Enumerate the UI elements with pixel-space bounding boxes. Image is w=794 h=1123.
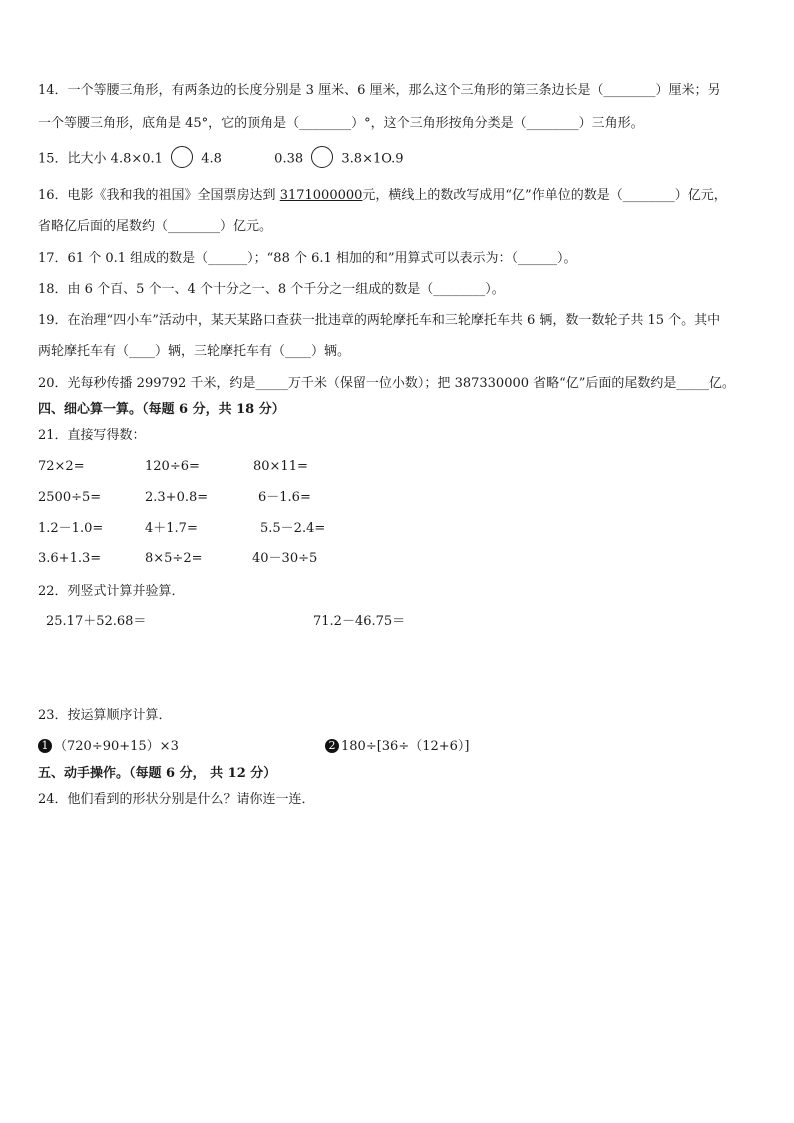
question-18: 18．由 6 个百、5 个一、4 个十分之一、8 个千分之一组成的数是（________）。 xyxy=(38,282,505,297)
question-23-b-text: 180÷[36÷（12+6）] xyxy=(341,739,470,754)
circled-number-2: 2 xyxy=(325,739,339,753)
question-14-line-2: 一个等腰三角形，底角是 45°，它的顶角是（________）°，这个三角形按角分类是（________）三角形。 xyxy=(38,116,644,131)
question-14-line-1: 14．一个等腰三角形，有两条边的长度分别是 3 厘米、6 厘米，那么这个三角形的第三条边长是（________）厘米；另 xyxy=(38,83,721,98)
calc-item: 1.2－1.0= xyxy=(38,521,104,536)
question-19-line-2: 两轮摩托车有（____）辆，三轮摩托车有（____）辆。 xyxy=(38,344,351,359)
question-15-prefix: 15．比大小 4.8×0.1 xyxy=(38,151,163,167)
calc-item: 120÷6= xyxy=(145,459,200,474)
section-4-heading: 四、细心算一算。（每题 6 分，共 18 分） xyxy=(38,402,285,417)
circled-number-1: 1 xyxy=(38,739,52,753)
question-16-line-2: 省略亿后面的尾数约（________）亿元。 xyxy=(38,219,273,234)
question-17: 17．61 个 0.1 组成的数是（______）；“88 个 6.1 相加的和”用算式可以表示为：（______）。 xyxy=(38,251,577,266)
calc-item: 3.6+1.3= xyxy=(38,551,102,566)
question-16-line-1 xyxy=(38,187,727,205)
section-5-heading: 五、动手操作。（每题 6 分， 共 12 分） xyxy=(38,766,277,781)
question-24: 24．他们看到的形状分别是什么？请你连一连． xyxy=(38,792,315,807)
question-22-expression-b: 71.2－46.75＝ xyxy=(313,614,406,629)
question-15 xyxy=(38,150,404,169)
question-23-expression-b xyxy=(325,738,470,756)
question-23-a-text: （720÷90+15）×3 xyxy=(54,739,179,754)
question-16-underlined-number: 3171000000 xyxy=(279,188,363,203)
question-21-title: 21．直接写得数： xyxy=(38,428,146,443)
question-15-b-right: 3.8×1O.9 xyxy=(341,151,404,167)
question-19-line-1: 19．在治理“四小车”活动中，某天某路口查获一批违章的两轮摩托车和三轮摩托车共 6 辆，数一数轮子共 15 个。其中 xyxy=(38,313,721,328)
compare-circle-a[interactable] xyxy=(171,146,193,168)
calc-item: 72×2= xyxy=(38,459,85,474)
calc-item: 5.5－2.4= xyxy=(260,521,326,536)
question-15-b-left: 0.38 xyxy=(274,151,304,167)
question-20: 20．光每秒传播 299792 千米，约是_____万千米（保留一位小数）；把 387330000 省略“亿”后面的尾数约是_____亿。 xyxy=(38,376,735,391)
calc-item: 6－1.6= xyxy=(258,490,311,505)
calc-item: 2500÷5= xyxy=(38,490,102,505)
question-23-expression-a xyxy=(38,738,179,756)
question-15-a-right: 4.8 xyxy=(201,151,222,167)
question-16-part-2: 元，横线上的数改写成用“亿”作单位的数是（________）亿元， xyxy=(362,188,727,203)
calc-item: 80×11= xyxy=(253,459,308,474)
question-22-title: 22．列竖式计算并验算． xyxy=(38,584,185,599)
compare-circle-b[interactable] xyxy=(311,146,333,168)
question-23-title: 23．按运算顺序计算． xyxy=(38,708,172,723)
question-22-expression-a: 25.17＋52.68＝ xyxy=(46,614,147,629)
calc-item: 4＋1.7= xyxy=(145,521,198,536)
calc-item: 2.3+0.8= xyxy=(145,490,209,505)
question-16-part-1: 16．电影《我和我的祖国》全国票房达到 xyxy=(38,188,280,203)
calc-item: 8×5÷2= xyxy=(145,551,203,566)
calc-item: 40－30÷5 xyxy=(252,551,318,566)
